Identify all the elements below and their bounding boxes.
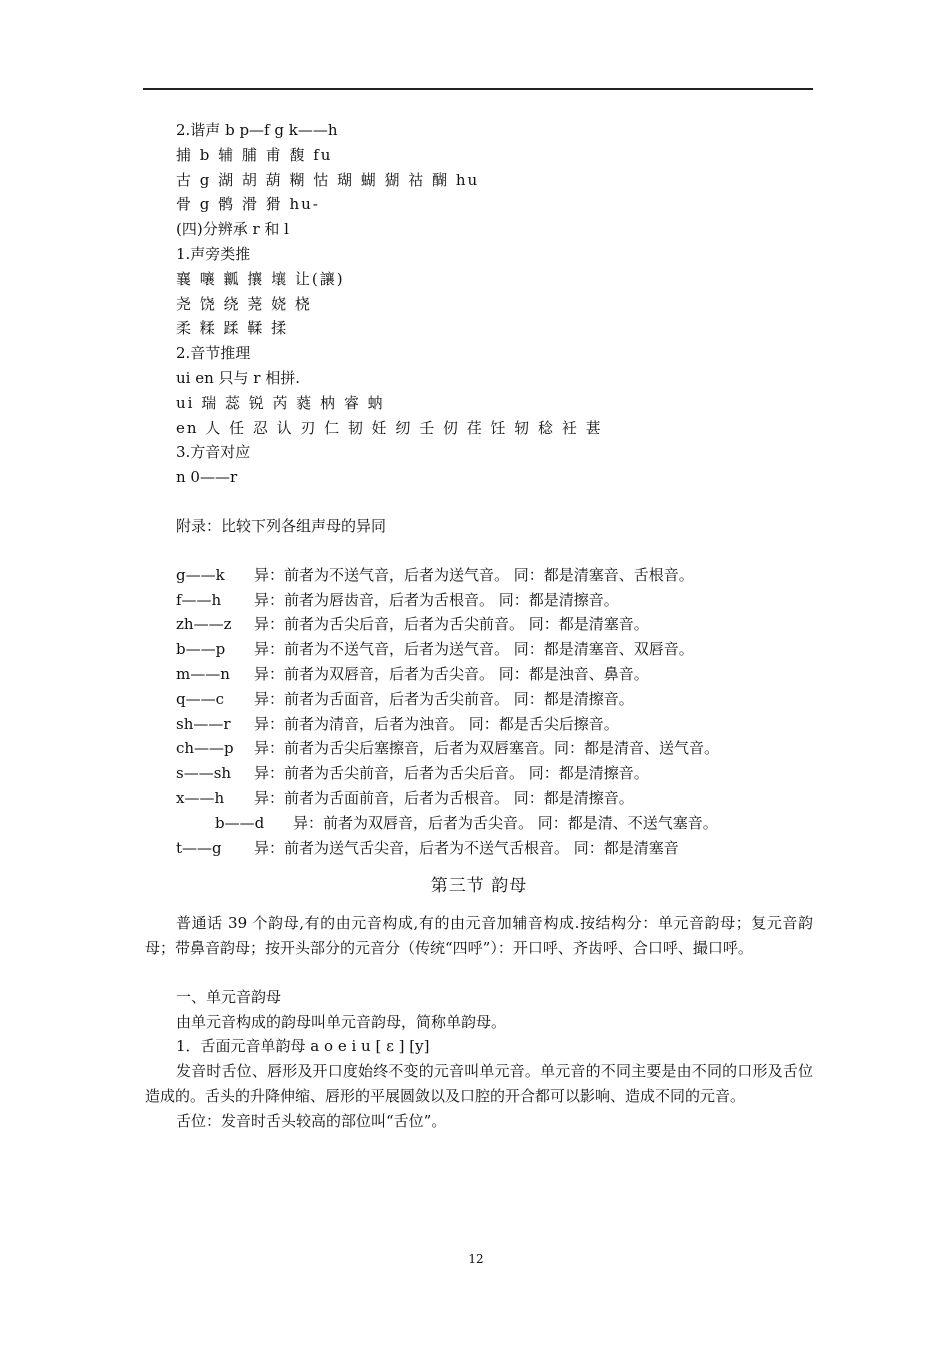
section-title: 第三节 韵母: [430, 876, 528, 897]
text-line: 1.声旁类推: [176, 244, 251, 263]
text-line: (四)分辨承 r 和 l: [176, 220, 289, 239]
comparison-pair: f——h: [176, 590, 222, 609]
comparison-pair: m——n: [176, 664, 230, 683]
comparison-pair: t——g: [176, 838, 222, 857]
comparison-text: 异：前者为舌面前音，后者为舌根音。 同：都是清擦音。: [254, 788, 634, 807]
text-line: 2.谐声 b p—f g k——h: [176, 121, 338, 139]
comparison-text: 异：前者为舌面音，后者为舌尖前音。 同：都是清擦音。: [254, 689, 634, 708]
text-line: ui en 只与 r 相拼.: [176, 368, 301, 387]
comparison-pair: zh——z: [176, 615, 232, 634]
comparison-pair: g——k: [176, 565, 225, 584]
comparison-row: [145, 836, 813, 861]
text-line: 3.方音对应: [176, 443, 251, 462]
subsection-title: 一、单元音韵母: [176, 987, 282, 1006]
comparison-row: [145, 687, 813, 712]
text-line: 古 g 湖 胡 葫 糊 怙 瑚 蝴 猢 祜 醐 hu: [176, 170, 480, 189]
text-line: 襄 嚷 瓤 攘 壤 让(讓): [176, 269, 345, 288]
page-body: [145, 118, 813, 1133]
header-rule: [143, 88, 813, 90]
comparison-row: [145, 588, 813, 613]
comparison-text: 异：前者为清音，后者为浊音。 同：都是舌尖后擦音。: [254, 714, 619, 733]
definition-line: 由单元音构成的韵母叫单元音韵母，简称单韵母。: [176, 1012, 507, 1031]
comparison-pair: s——sh: [176, 764, 232, 783]
comparison-pair: x——h: [176, 788, 225, 807]
comparison-pair: ch——p: [176, 739, 234, 758]
appendix-title: 附录：比较下列各组声母的异同: [176, 516, 387, 535]
comparison-text: 异：前者为双唇音，后者为舌尖音。 同：都是浊音、鼻音。: [254, 664, 649, 683]
comparison-row: [145, 637, 813, 662]
intro-paragraph: 普通话 39 个韵母,有的由元音构成,有的由元音加辅音构成.按结构分：单元音韵母；复元音韵母；带鼻音韵母；按开头部分的元音分（传统“四呼”）：开口呼、齐齿呼、合口呼、撮口呼。: [145, 914, 813, 957]
comparison-row: [145, 811, 813, 836]
text-line: en 人 任 忍 认 刃 仁 韧 妊 纫 壬 仞 荏 饪 轫 稔 衽 葚: [176, 418, 603, 437]
comparison-text: 异：前者为送气舌尖音，后者为不送气舌根音。 同：都是清塞音: [254, 838, 679, 857]
page-number: 12: [468, 1252, 484, 1266]
comparison-pair: b——d: [215, 813, 265, 832]
comparison-text: 异：前者为舌尖后音，后者为舌尖前音。 同：都是清塞音。: [254, 615, 649, 634]
comparison-text: 异：前者为双唇音，后者为舌尖音。 同：都是清、不送气塞音。: [293, 813, 718, 832]
comparison-row: [145, 736, 813, 761]
text-line: 捕 b 辅 脯 甫 馥 fu: [176, 145, 333, 164]
text-line: 尧 饶 绕 荛 娆 桡: [176, 294, 312, 313]
comparison-row: [145, 761, 813, 786]
text-line: 舌位：发音时舌头较高的部位叫“舌位”。: [176, 1111, 447, 1130]
comparison-pair: b——p: [176, 640, 226, 659]
text-line: 柔 糅 蹂 鞣 揉: [176, 319, 289, 338]
text-line: ui 瑞 蕊 锐 芮 蕤 枘 睿 蚋: [176, 393, 385, 412]
comparison-text: 异：前者为舌尖前音，后者为舌尖后音。 同：都是清擦音。: [254, 764, 649, 783]
text-line: 骨 g 鹘 滑 猾 hu-: [176, 195, 320, 214]
text-line: n 0——r: [176, 468, 238, 487]
comparison-pair: q——c: [176, 689, 225, 708]
comparison-text: 异：前者为舌尖后塞擦音，后者为双唇塞音。同：都是清音、送气音。: [254, 739, 720, 758]
comparison-text: 异：前者为唇齿音，后者为舌根音。 同：都是清擦音。: [254, 590, 619, 609]
comparison-row: [145, 563, 813, 588]
comparison-text: 异：前者为不送气音，后者为送气音。 同：都是清塞音、双唇音。: [254, 640, 694, 659]
comparison-pair: sh——r: [176, 714, 231, 733]
comparison-row: [145, 662, 813, 687]
text-line: 2.音节推理: [176, 344, 251, 363]
body-paragraph: 发音时舌位、唇形及开口度始终不变的元音叫单元音。单元音的不同主要是由不同的口形及舌位造成的。舌头的升降伸缩、唇形的平展圆敛以及口腔的开合都可以影响、造成不同的元音。: [145, 1062, 813, 1105]
comparison-row: [145, 786, 813, 811]
comparison-text: 异：前者为不送气音，后者为送气音。 同：都是清塞音、舌根音。: [254, 565, 694, 584]
comparison-row: [145, 612, 813, 637]
comparison-row: [145, 712, 813, 737]
item-line: 1．舌面元音单韵母 a o e i u [ ε ] [y]: [176, 1037, 430, 1056]
